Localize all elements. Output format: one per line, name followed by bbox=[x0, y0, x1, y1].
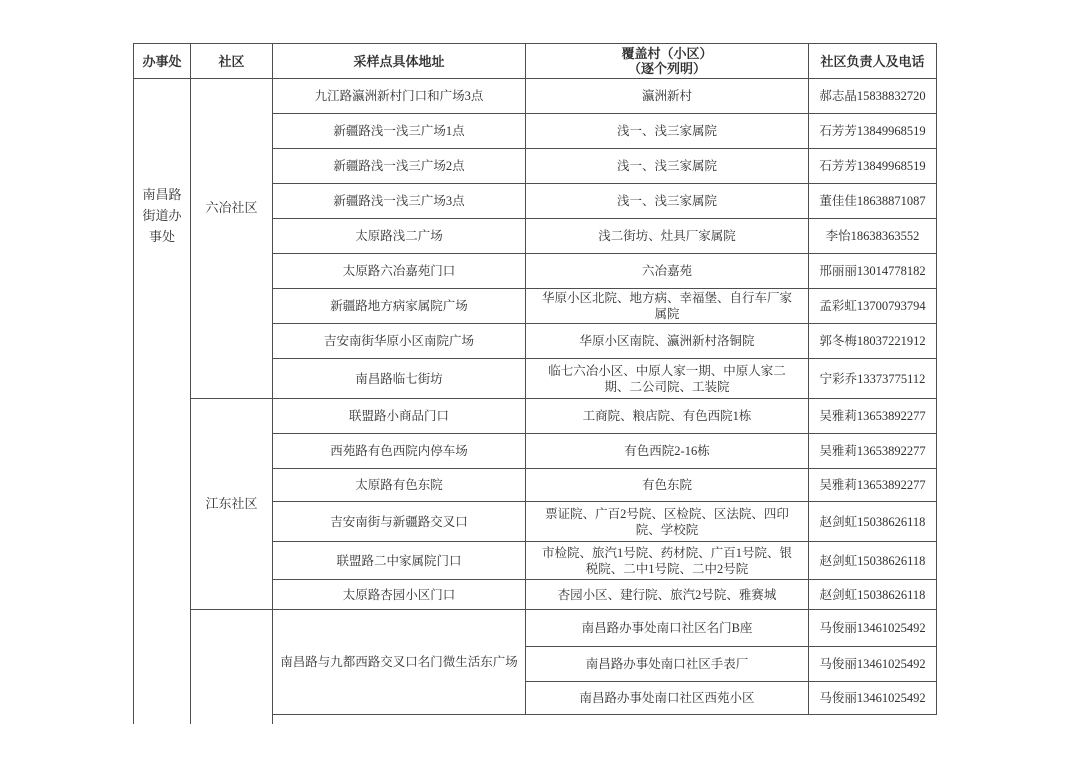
contact-cell: 董佳佳18638871087 bbox=[809, 184, 937, 219]
covered-cell: 有色西院2-16栋 bbox=[526, 434, 809, 469]
address-cell: 太原路杏园小区门口 bbox=[273, 580, 526, 610]
covered-cell: 浅一、浅三家属院 bbox=[526, 184, 809, 219]
table-row bbox=[134, 79, 937, 114]
address-cell: 新疆路地方病家属院广场 bbox=[273, 289, 526, 324]
table-row bbox=[134, 399, 937, 434]
contact-cell: 赵剑虹15038626118 bbox=[809, 502, 937, 542]
covered-cell: 临七六冶小区、中原人家一期、中原人家二期、二公司院、工装院 bbox=[526, 359, 809, 399]
covered-cell: 南昌路办事处南口社区手表厂 bbox=[526, 647, 809, 682]
address-cell-merged: 南昌路与九都西路交叉口名门微生活东广场 bbox=[273, 610, 526, 715]
covered-cell: 华原小区南院、瀛洲新村洛铜院 bbox=[526, 324, 809, 359]
community-cell: 江东社区 bbox=[191, 399, 273, 610]
header-office: 办事处 bbox=[134, 44, 191, 79]
contact-cell: 石芳芳13849968519 bbox=[809, 149, 937, 184]
covered-cell: 瀛洲新村 bbox=[526, 79, 809, 114]
contact-cell: 马俊丽13461025492 bbox=[809, 610, 937, 647]
stub-cell bbox=[809, 715, 937, 724]
table-header-row bbox=[134, 44, 937, 79]
address-cell: 西苑路有色西院内停车场 bbox=[273, 434, 526, 469]
community-cell: 六冶社区 bbox=[191, 79, 273, 399]
covered-cell: 浅一、浅三家属院 bbox=[526, 149, 809, 184]
table-row bbox=[134, 610, 937, 647]
header-covered bbox=[526, 44, 809, 79]
header-covered-line1: 覆盖村（小区） bbox=[621, 46, 713, 61]
covered-cell: 南昌路办事处南口社区名门B座 bbox=[526, 610, 809, 647]
header-contact: 社区负责人及电话 bbox=[809, 44, 937, 79]
contact-cell: 马俊丽13461025492 bbox=[809, 682, 937, 715]
address-cell: 联盟路二中家属院门口 bbox=[273, 542, 526, 580]
header-covered-line2: （逐个列明） bbox=[627, 61, 706, 76]
covered-cell: 市检院、旅汽1号院、药材院、广百1号院、银税院、二中1号院、二中2号院 bbox=[526, 542, 809, 580]
address-cell: 新疆路浅一浅三广场3点 bbox=[273, 184, 526, 219]
contact-cell: 赵剑虹15038626118 bbox=[809, 580, 937, 610]
covered-cell: 杏园小区、建行院、旅汽2号院、雅赛城 bbox=[526, 580, 809, 610]
contact-cell: 马俊丽13461025492 bbox=[809, 647, 937, 682]
contact-cell: 吴雅莉13653892277 bbox=[809, 434, 937, 469]
stub-cell bbox=[526, 715, 809, 724]
covered-cell: 华原小区北院、地方病、幸福堡、自行车厂家属院 bbox=[526, 289, 809, 324]
address-cell: 南昌路临七街坊 bbox=[273, 359, 526, 399]
address-cell: 新疆路浅一浅三广场2点 bbox=[273, 149, 526, 184]
contact-cell: 邢丽丽13014778182 bbox=[809, 254, 937, 289]
covered-cell: 南昌路办事处南口社区西苑小区 bbox=[526, 682, 809, 715]
address-cell: 联盟路小商品门口 bbox=[273, 399, 526, 434]
contact-cell: 孟彩虹13700793794 bbox=[809, 289, 937, 324]
contact-cell: 郭冬梅18037221912 bbox=[809, 324, 937, 359]
sampling-points-table bbox=[133, 43, 937, 724]
contact-cell: 吴雅莉13653892277 bbox=[809, 399, 937, 434]
office-cell: 南昌路街道办事处 bbox=[134, 79, 191, 724]
covered-cell: 工商院、粮店院、有色西院1栋 bbox=[526, 399, 809, 434]
covered-cell: 六冶嘉苑 bbox=[526, 254, 809, 289]
community-cell bbox=[191, 610, 273, 724]
header-address: 采样点具体地址 bbox=[273, 44, 526, 79]
contact-cell: 赵剑虹15038626118 bbox=[809, 542, 937, 580]
address-cell: 太原路有色东院 bbox=[273, 469, 526, 502]
header-community: 社区 bbox=[191, 44, 273, 79]
address-cell: 新疆路浅一浅三广场1点 bbox=[273, 114, 526, 149]
contact-cell: 石芳芳13849968519 bbox=[809, 114, 937, 149]
address-cell: 太原路浅二广场 bbox=[273, 219, 526, 254]
contact-cell: 宁彩乔13373775112 bbox=[809, 359, 937, 399]
stub-cell bbox=[273, 715, 526, 724]
covered-cell: 票证院、广百2号院、区检院、区法院、四印院、学校院 bbox=[526, 502, 809, 542]
address-cell: 太原路六冶嘉苑门口 bbox=[273, 254, 526, 289]
address-cell: 吉安南街与新疆路交叉口 bbox=[273, 502, 526, 542]
address-cell: 吉安南街华原小区南院广场 bbox=[273, 324, 526, 359]
address-cell: 九江路瀛洲新村门口和广场3点 bbox=[273, 79, 526, 114]
covered-cell: 浅一、浅三家属院 bbox=[526, 114, 809, 149]
contact-cell: 吴雅莉13653892277 bbox=[809, 469, 937, 502]
covered-cell: 有色东院 bbox=[526, 469, 809, 502]
contact-cell: 李怡18638363552 bbox=[809, 219, 937, 254]
contact-cell: 郝志晶15838832720 bbox=[809, 79, 937, 114]
covered-cell: 浅二街坊、灶具厂家属院 bbox=[526, 219, 809, 254]
